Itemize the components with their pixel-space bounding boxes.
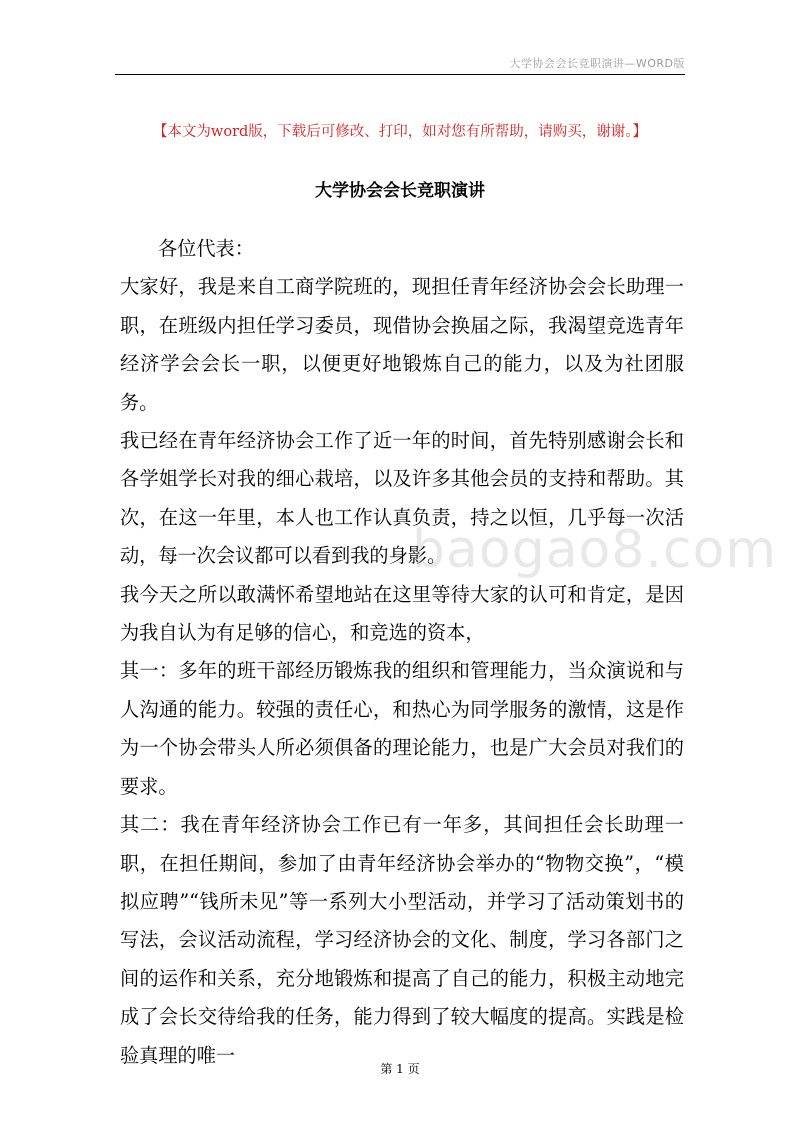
page-number: 第 1 页	[380, 1062, 420, 1076]
paragraph: 其二：我在青年经济协会工作已有一年多，其间担任会长助理一职，在担任期间，参加了由青年经济协会举办的“物物交换”，“模拟应聘”“钱所未见”等一系列大小型活动，并学习了活动策划书的写法，会议活动流程，学习经济协会的文化、制度，学习各部门之间的运作和关系，充分地锻炼和提高了自己的能力，积极主动地完成了会长交待给我的任务，能力得到了较大幅度的提高。实践是检验真理的唯一	[120, 813, 684, 1067]
running-header: 大学协会会长竞职演讲—WORD版	[509, 57, 685, 70]
watermark: baogao8.com	[412, 520, 778, 580]
document-title: 大学协会会长竞职演讲	[315, 181, 485, 201]
paragraph: 其一：多年的班干部经历锻炼我的组织和管理能力，当众演说和与人沟通的能力。较强的责任心，和热心为同学服务的激情，这是作为一个协会带头人所必须俱备的理论能力，也是广大会员对我们的要求。	[120, 659, 684, 798]
paragraph: 我已经在青年经济协会工作了近一年的时间，首先特别感谢会长和各学姐学长对我的细心栽培，以及许多其他会员的支持和帮助。其次，在这一年里，本人也工作认真负责，持之以恒，几乎每一次活动，每一次会议都可以看到我的身影。	[120, 429, 684, 568]
paragraph: 我今天之所以敢满怀希望地站在这里等待大家的认可和肯定，是因为我自认为有足够的信心，和竞选的资本，	[120, 582, 684, 645]
paragraph: 大家好，我是来自工商学院班的，现担任青年经济协会会长助理一职，在班级内担任学习委员，现借协会换届之际，我渴望竞选青年经济学会会长一职，以便更好地锻炼自己的能力，以及为社团服务。	[120, 275, 684, 414]
header-divider	[115, 74, 685, 75]
salutation: 各位代表：	[158, 237, 254, 260]
document-body	[120, 230, 684, 1075]
download-notice: 【本文为word版，下载后可修改、打印，如对您有所帮助，请购买，谢谢。】	[152, 124, 648, 140]
